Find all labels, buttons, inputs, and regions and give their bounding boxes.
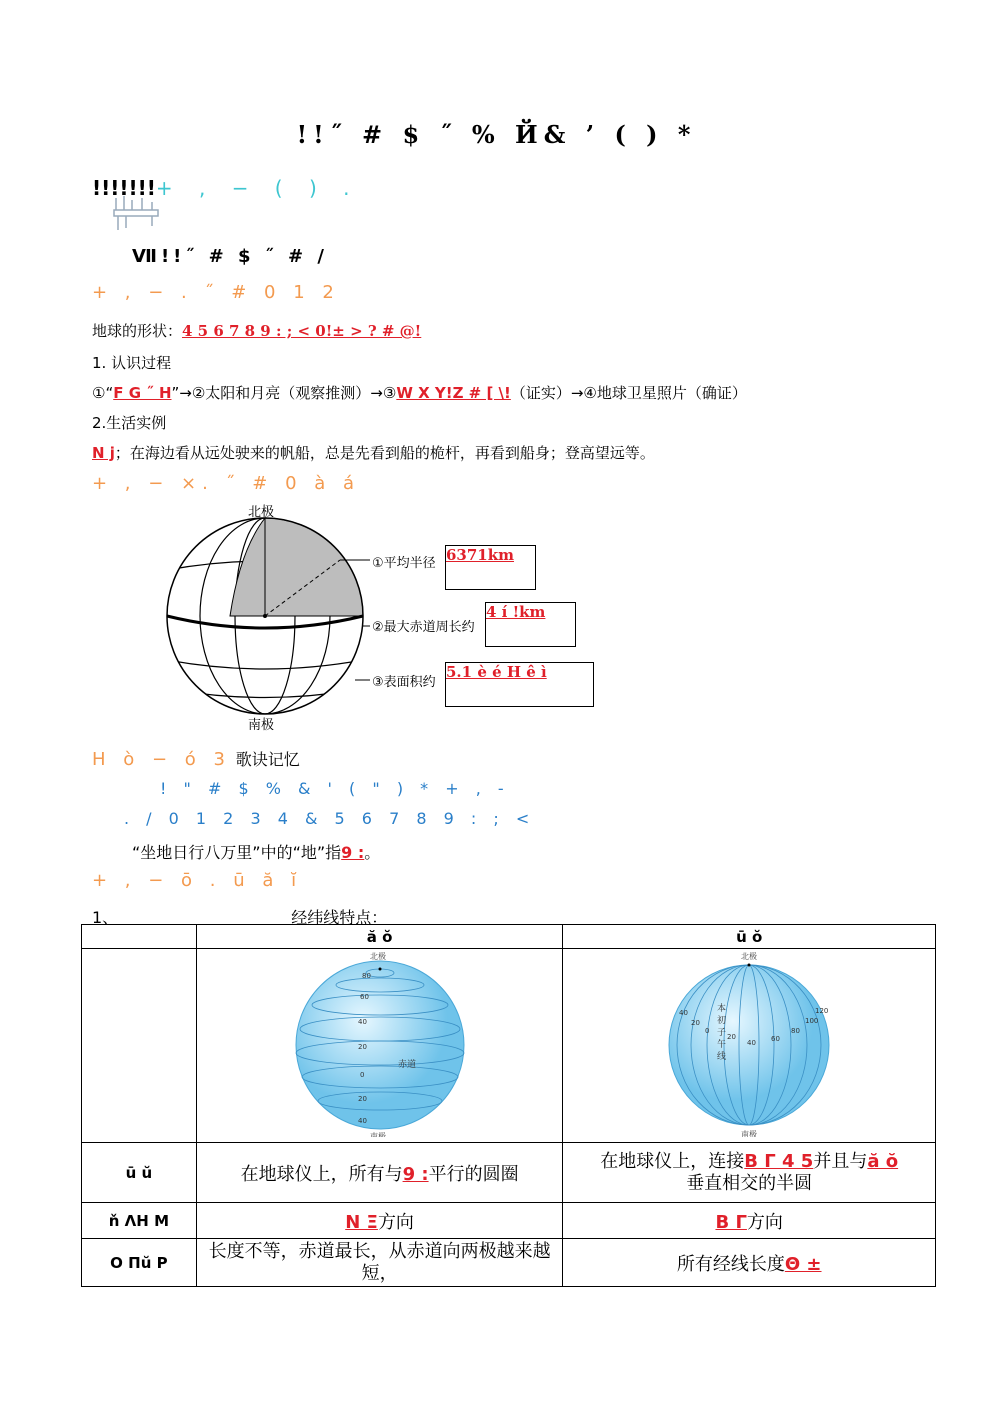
lon-tick: 20 (727, 1033, 737, 1041)
lon-tick: 40 (679, 1009, 689, 1017)
prime-meridian-char: 线 (717, 1052, 727, 1062)
lon-tick: 100 (805, 1017, 819, 1025)
lat-globe-cell (196, 949, 563, 1143)
lat-direction (196, 1203, 563, 1239)
process-answer-1: F G ˝ H (113, 384, 172, 402)
area-label: ③表面积约 (372, 675, 436, 690)
lon-tick: 0 (705, 1027, 710, 1035)
poem-text-1: “坐地日行八万里”中的“地”指 (132, 843, 342, 862)
lat-def-text-1: 在地球仪上，所有与 (240, 1163, 403, 1185)
circumference-value: 4 í !km (486, 603, 546, 621)
lon-definition (563, 1143, 936, 1203)
examples-heading: 2.生活实例 (92, 414, 167, 432)
examples-line (92, 442, 655, 463)
shape-answer: 4 5 6 7 8 9 : ; < 0!± > ? # @! (182, 322, 422, 340)
lon-globe-cell (563, 949, 936, 1143)
page-title: !!˝ # $ ˝ % Й& ’ ( ) * (296, 120, 697, 149)
lon-tick: 80 (791, 1027, 801, 1035)
examples-answer: N j (92, 444, 115, 462)
mnemonic-line (92, 747, 300, 770)
table-caption-text: 经纬线特点： (291, 908, 388, 927)
prime-meridian-char: 初 (717, 1016, 727, 1026)
prime-meridian-char: 午 (717, 1040, 727, 1050)
book-icon (112, 192, 162, 232)
subsection-heading: Ⅶ!!˝ # $ ˝ # / (132, 246, 328, 267)
lon-length-answer: Θ ± (784, 1253, 822, 1275)
lat-tick: 20 (357, 1095, 367, 1103)
section-heading-text: + , − ( ) . (155, 176, 360, 200)
lon-tick: 20 (691, 1019, 701, 1027)
lat-tick: 20 (357, 1043, 367, 1051)
area-value: 5.1 è é H ê ì (446, 663, 547, 681)
longitude-globe (649, 949, 849, 1137)
mnemonic-prefix: H ò − ó 3 (92, 749, 231, 770)
col-header-lat: ă ŏ (196, 925, 563, 949)
lat-tick: 40 (357, 1117, 367, 1125)
process-text-2: ”→②太阳和月亮（观察推测）→③ (171, 384, 397, 402)
process-heading: 1. 认识过程 (92, 354, 172, 372)
lon-def-text-1: 在地球仪上，连接 (600, 1150, 745, 1172)
image-row-head (82, 949, 197, 1143)
shape-line (92, 320, 421, 341)
north-pole-label: 北极 (248, 505, 275, 520)
radius-box (445, 545, 536, 590)
process-text-1: ①“ (92, 384, 114, 402)
lat-tick: 60 (359, 993, 369, 1001)
mnemonic-text: 歌诀记忆 (235, 750, 300, 769)
prime-meridian-char: 子 (717, 1028, 727, 1038)
lon-def-text-2: 并且与 (813, 1150, 868, 1172)
lat-north-label: 北极 (369, 952, 386, 961)
prime-meridian-char: 本 (717, 1004, 727, 1014)
point-heading-2: + , − ×. ˝ # 0 à á (92, 473, 361, 494)
lon-south-label: 南极 (741, 1130, 758, 1137)
poem-line-2: . / 0 1 2 3 4 & 5 6 7 8 9 : ; < (124, 809, 536, 828)
lon-tick: 60 (771, 1035, 781, 1043)
lon-def-text-3: 垂直相交的半圆 (686, 1172, 813, 1194)
process-answer-2: W X Y!Z # [ \! (396, 384, 511, 402)
lat-dir-answer: N Ξ (345, 1211, 378, 1233)
poem-line-3 (132, 840, 380, 863)
table-caption-num: 1、 (92, 908, 119, 927)
lat-dir-text: 方向 (377, 1211, 414, 1233)
circumference-label: ②最大赤道周长约 (372, 620, 475, 635)
area-box (445, 662, 594, 707)
lat-def-answer: 9 : (402, 1163, 429, 1185)
lat-length: 长度不等，赤道最长，从赤道向两极越来越短， (196, 1239, 563, 1287)
south-pole-label: 南极 (248, 718, 275, 733)
row-head-length: O Πŭ P (82, 1239, 197, 1287)
lon-north-label: 北极 (741, 952, 758, 961)
poem-text-2: 。 (364, 843, 381, 862)
shape-label: 地球的形状： (92, 322, 183, 340)
lon-tick: 40 (747, 1039, 757, 1047)
lat-south-label: 南极 (369, 1132, 386, 1137)
poem-answer: 9 : (341, 843, 365, 862)
lon-def-answer-2: ă ŏ (867, 1150, 899, 1172)
radius-label: ①平均半径 (372, 556, 436, 571)
examples-text: ；在海边看从远处驶来的帆船，总是先看到船的桅杆，再看到船身；登高望远等。 (114, 444, 655, 462)
row-head-definition: ū ŭ (82, 1143, 197, 1203)
point-heading-1: + , − . ˝ # 0 1 2 (92, 282, 340, 303)
poem-line-1: ! " # $ % & ' ( " ) * + , - (160, 779, 510, 798)
radius-value: 6371km (446, 546, 515, 564)
lon-length-text: 所有经线长度 (676, 1253, 785, 1275)
lat-tick: 0 (359, 1071, 365, 1079)
process-text-3: （证实）→④地球卫星照片（确证） (510, 384, 747, 402)
row-head-direction: ň ΛH M (82, 1203, 197, 1239)
table-corner (82, 925, 197, 949)
lon-dir-answer: B Γ (715, 1211, 747, 1233)
lat-tick: 40 (357, 1018, 367, 1026)
lat-tick: 80 (361, 972, 371, 980)
col-header-lon: ū ŏ (563, 925, 936, 949)
latitude-globe (280, 949, 480, 1137)
lat-lon-table (81, 924, 936, 1287)
lon-tick: 120 (815, 1007, 829, 1015)
lat-definition (196, 1143, 563, 1203)
lon-dir-text: 方向 (746, 1211, 783, 1233)
lon-direction (563, 1203, 936, 1239)
lon-def-answer-1: B Γ 4 5 (744, 1150, 814, 1172)
point-heading-3: + , − ō . ū ă ĭ (92, 870, 303, 891)
lon-length (563, 1239, 936, 1287)
process-line (92, 382, 747, 403)
circumference-box (485, 602, 576, 647)
equator-label: 赤道 (397, 1060, 416, 1070)
lat-def-text-2: 平行的圆圈 (428, 1163, 519, 1185)
section-prefix: !!!!!!! (92, 176, 156, 200)
